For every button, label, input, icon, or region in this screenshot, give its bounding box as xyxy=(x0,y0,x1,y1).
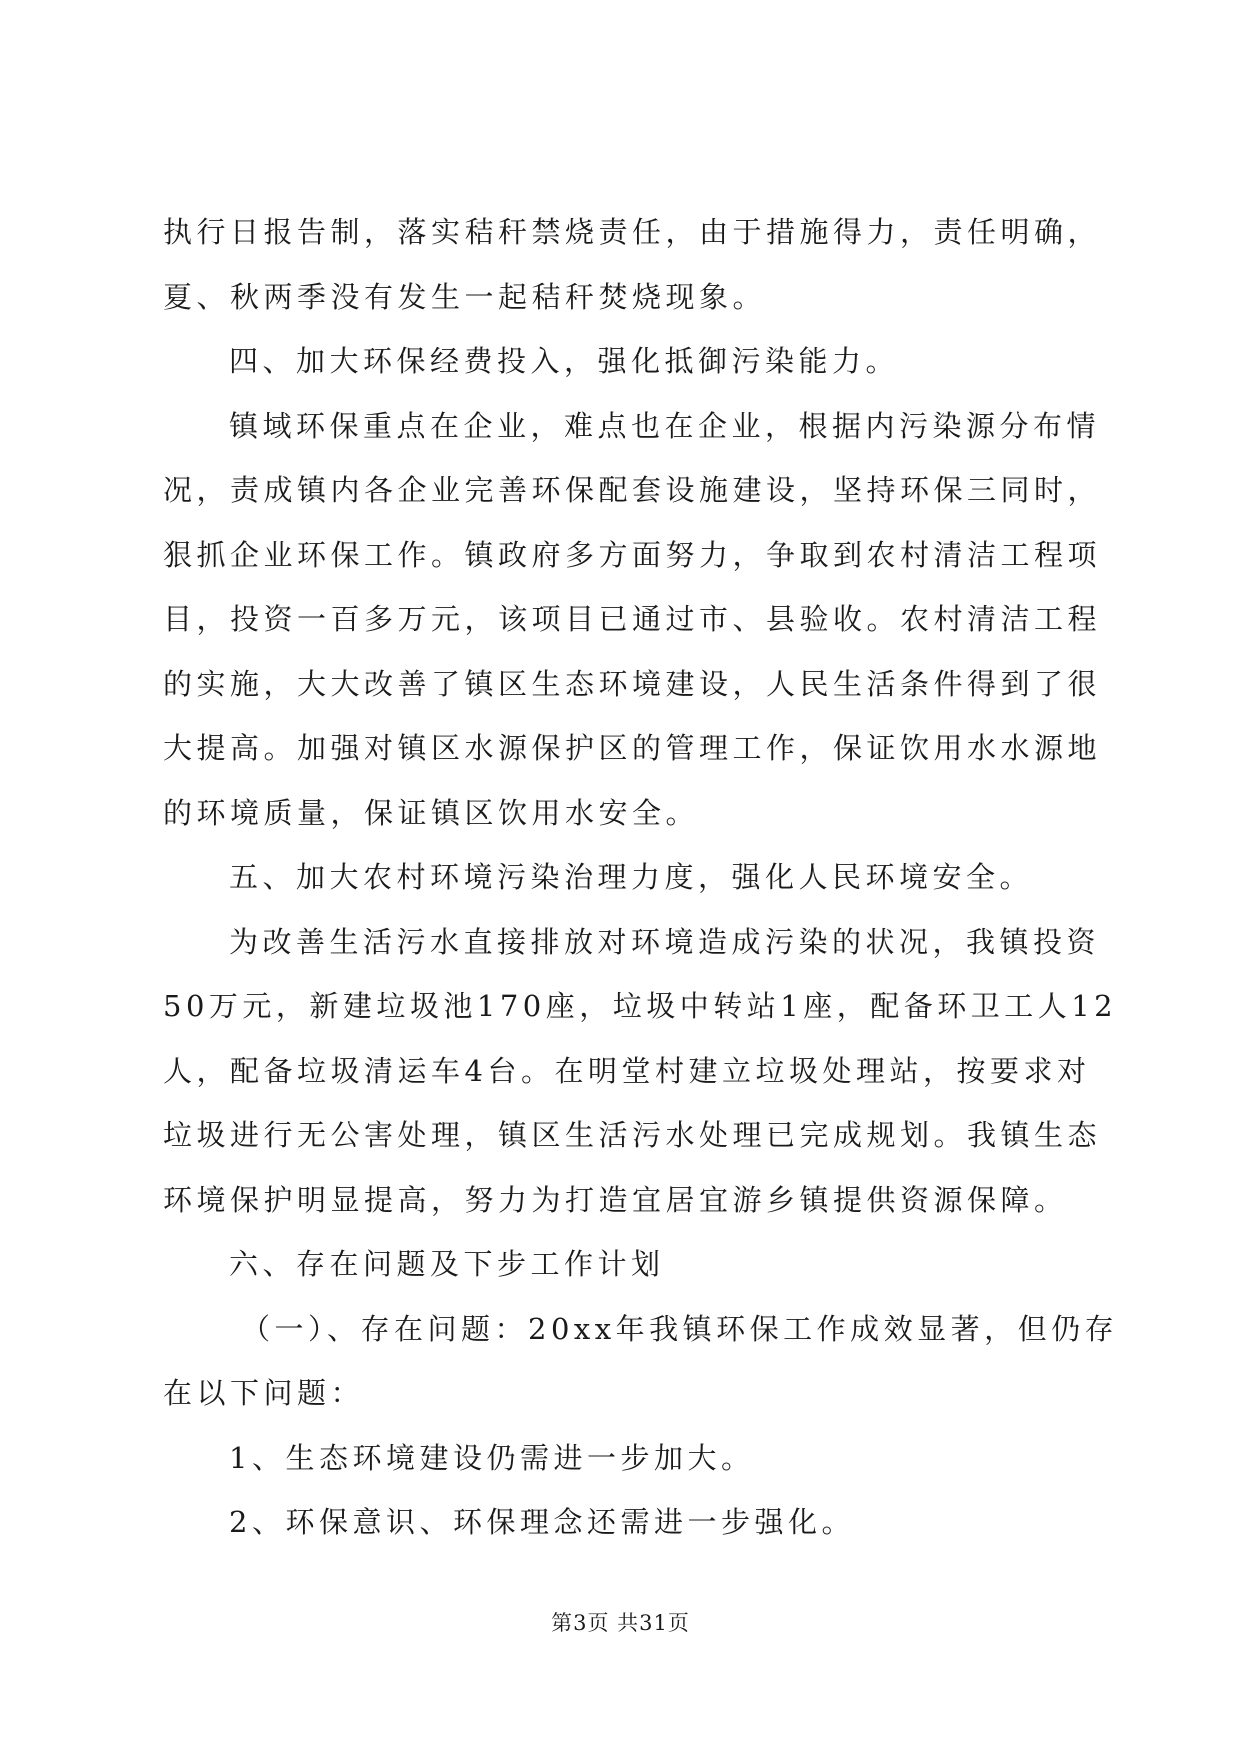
section-heading-4: 四、加大环保经费投入，强化抵御污染能力。 xyxy=(229,344,900,378)
paragraph-line: 狠抓企业环保工作。镇政府多方面努力，争取到农村清洁工程项 xyxy=(163,537,1102,572)
paragraph-line: 环境保护明显提高，努力为打造宜居宜游乡镇提供资源保障。 xyxy=(163,1182,1068,1217)
paragraph-line: 目，投资一百多万元，该项目已通过市、县验收。农村清洁工程 xyxy=(163,602,1102,636)
section-heading-6: 六、存在问题及下步工作计划 xyxy=(229,1247,665,1281)
list-item: 1、生态环境建设仍需进一步加大。 xyxy=(229,1440,755,1475)
paragraph-line: 的实施，大大改善了镇区生态环境建设，人民生活条件得到了很 xyxy=(163,666,1102,701)
subsection-heading: （一）、存在问题：20xx年我镇环保工作成效显著，但仍存 xyxy=(241,1311,1119,1346)
paragraph-line: 人，配备垃圾清运车4台。在明堂村建立垃圾处理站，按要求对 xyxy=(163,1053,1091,1088)
paragraph-line: 执行日报告制，落实秸秆禁烧责任，由于措施得力，责任明确， xyxy=(163,215,1102,249)
paragraph-line: 50万元，新建垃圾池170座，垃圾中转站1座，配备环卫工人12 xyxy=(163,989,1118,1023)
paragraph-line: 夏、秋两季没有发生一起秸秆焚烧现象。 xyxy=(163,279,767,314)
paragraph-line: 镇域环保重点在企业，难点也在企业，根据内污染源分布情 xyxy=(229,408,1101,443)
section-heading-5: 五、加大农村环境污染治理力度，强化人民环境安全。 xyxy=(229,860,1034,894)
paragraph-line: 在以下问题： xyxy=(163,1376,365,1410)
page-number-footer: 第3页 共31页 xyxy=(551,1611,690,1635)
paragraph-line: 况，责成镇内各企业完善环保配套设施建设，坚持环保三同时， xyxy=(163,473,1102,507)
document-body xyxy=(163,200,1119,1555)
paragraph-line: 为改善生活污水直接排放对环境造成污染的状况，我镇投资 xyxy=(229,924,1101,959)
paragraph-line: 大提高。加强对镇区水源保护区的管理工作，保证饮用水水源地 xyxy=(163,731,1102,765)
paragraph-line: 垃圾进行无公害处理，镇区生活污水处理已完成规划。我镇生态 xyxy=(163,1118,1102,1152)
paragraph-line: 的环境质量，保证镇区饮用水安全。 xyxy=(163,795,700,830)
list-item: 2、环保意识、环保理念还需进一步强化。 xyxy=(229,1505,855,1539)
